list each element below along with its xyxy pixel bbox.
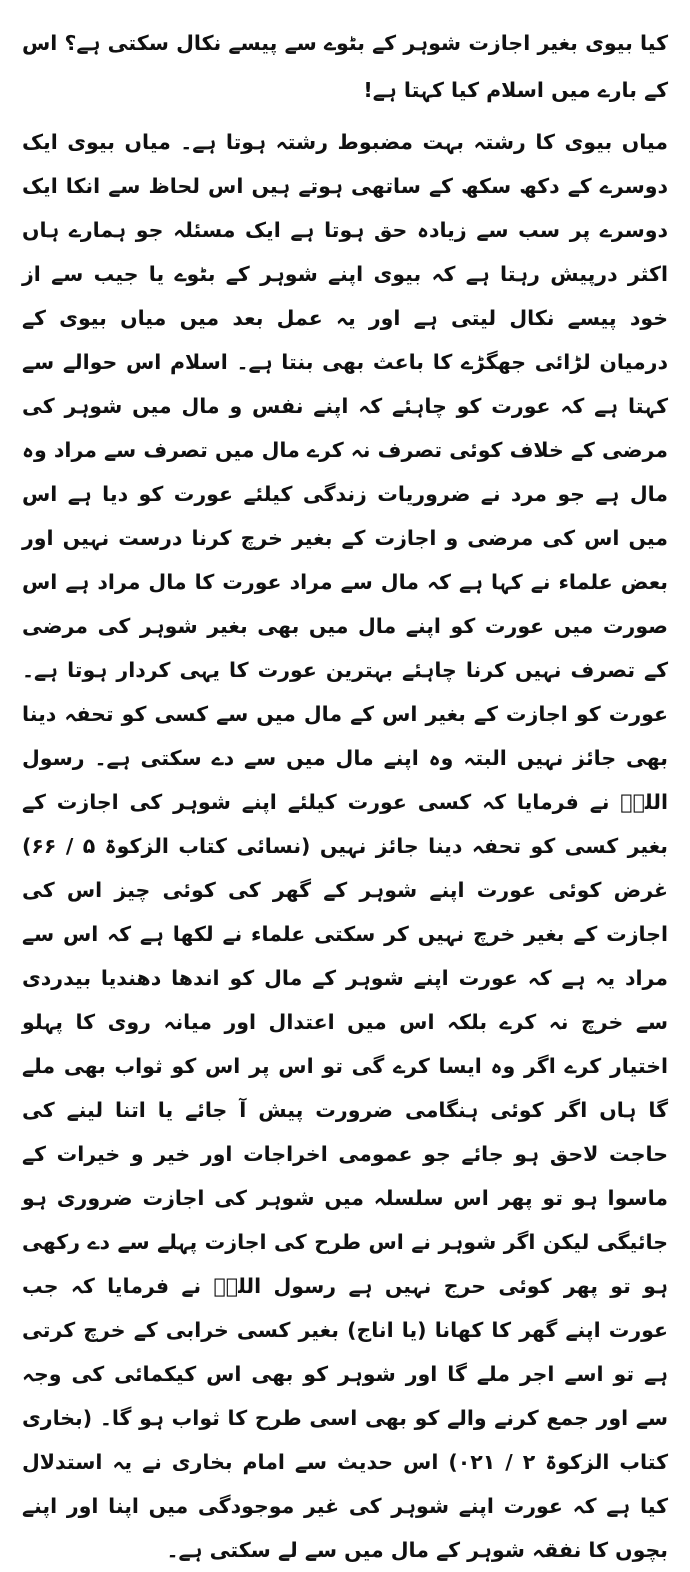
article-body: میاں بیوی کا رشتہ بہت مضبوط رشتہ ہوتا ہے۔ میاں بیوی ایک دوسرے کے دکھ سکھ کے ساتھی ہوتے ہیں اس لحاظ سے انکا ایک دوسرے پر سب سے زیادہ حق ہوتا ہے ایک مسئلہ جو ہمارے ہاں اکثر درپیش رہتا ہے کہ بیوی اپنے شوہر کے بٹوے یا جیب سے از خود پیسے نکال لیتی ہے اور یہ عمل بعد میں میاں بیوی کے درمیان لڑائی جھگڑے کا باعث بھی بنتا ہے۔ اسلام اس حوالے سے کہتا ہے کہ عورت کو چاہئے کہ اپنے نفس و مال میں شوہر کی مرضی کے خلاف کوئی تصرف نہ کرے مال میں تصرف سے مراد وہ مال ہے جو مرد نے ضروریات زندگی کیلئے عورت کو دیا ہے اس میں اس کی مرضی و اجازت کے بغیر خرچ کرنا درست نہیں اور بعض علماء نے کہا ہے کہ مال سے مراد عورت کا مال مراد ہے اس صورت میں عورت کو اپنے مال میں بھی بغیر شوہر کی مرضی کے تصرف نہیں کرنا چاہئے بہترین عورت کا یہی کردار ہوتا ہے۔ عورت کو اجازت کے بغیر اس کے مال میں سے کسی کو تحفہ دینا بھی جائز نہیں البتہ وہ اپنے مال میں سے دے سکتی ہے۔ رسول اللہؐ نے فرمایا کہ کسی عورت کیلئے اپنے شوہر کی اجازت کے بغیر کسی کو تحفہ دینا جائز نہیں (نسائی کتاب الزکوۃ ۵ / ۶۶) غرض کوئی عورت اپنے شوہر کے گھر کی کوئی چیز اس کی اجازت کے بغیر خرچ نہیں کر سکتی علماء نے لکھا ہے کہ اس سے مراد یہ ہے کہ عورت اپنے شوہر کے مال کو اندھا دھندیا بیدردی سے خرچ نہ کرے بلکہ اس میں اعتدال اور میانہ روی کا پہلو اختیار کرے اگر وہ ایسا کرے گی تو اس پر اس کو ثواب بھی ملے گا ہاں اگر کوئی ہنگامی ضرورت پیش آ جائے یا اتنا لینے کی حاجت لاحق ہو جائے جو عمومی اخراجات اور خیر و خیرات کے ماسوا ہو تو پھر اس سلسلہ میں شوہر کی اجازت ضروری ہو جائیگی لیکن اگر شوہر نے اس طرح کی اجازت پہلے سے دے رکھی ہو تو پھر کوئی حرج نہیں ہے رسول اللہؐ نے فرمایا کہ جب عورت اپنے گھر کا کھانا (یا اناج) بغیر کسی خرابی کے خرچ کرتی ہے تو اسے اجر ملے گا اور شوہر کو بھی اس کیکمائی کی وجہ سے اور جمع کرنے والے کو بھی اسی طرح کا ثواب ہو گا۔ (بخاری کتاب الزکوۃ ۲ / ۰۲۱) اس حدیث سے امام بخاری نے یہ استدلال کیا ہے کہ عورت اپنے شوہر کی غیر موجودگی میں اپنا اور اپنے بچوں کا نفقہ شوہر کے مال میں سے لے سکتی ہے۔ [22, 130, 668, 1562]
article-title: کیا بیوی بغیر اجازت شوہر کے بٹوے سے پیسے نکال سکتی ہے؟ اس کے بارے میں اسلام کیا کہتا ہے! [22, 31, 668, 102]
